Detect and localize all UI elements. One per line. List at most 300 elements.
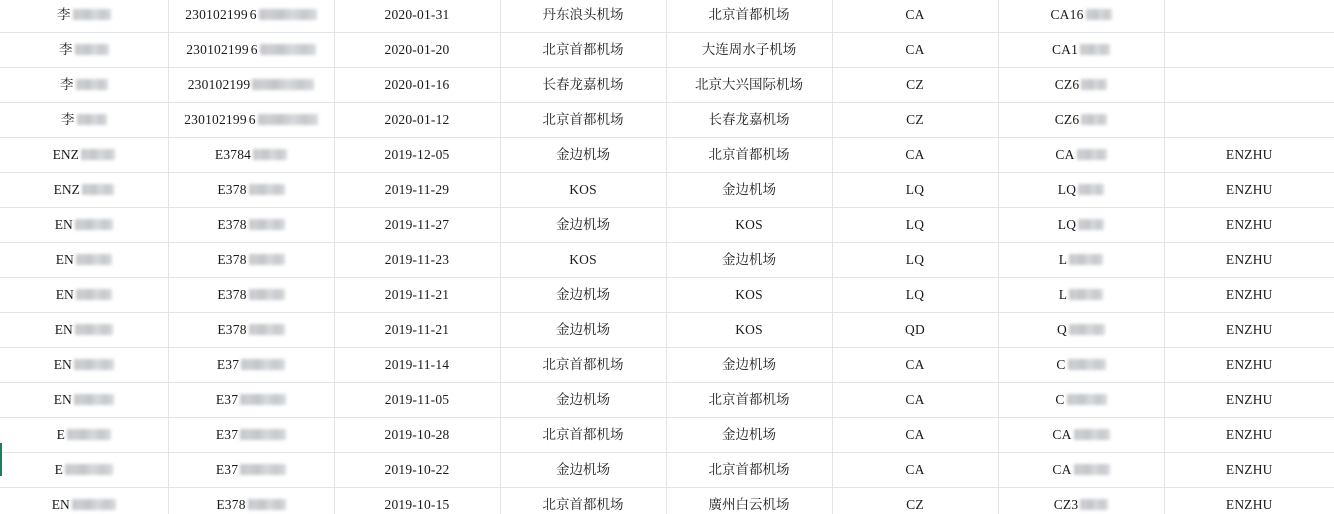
table-row[interactable] [0, 383, 1334, 418]
cell-date[interactable] [334, 348, 500, 383]
cell-flight[interactable] [998, 243, 1164, 278]
redaction-block [1078, 219, 1104, 230]
cell-name[interactable] [0, 138, 168, 173]
from-text: 金边机场 [556, 217, 610, 233]
cell-note[interactable] [1164, 33, 1334, 68]
id-text: 230102199 [187, 77, 251, 92]
carrier-text: LQ [905, 287, 925, 302]
from-text: 北京首都机场 [542, 42, 624, 58]
cell-departure-airport[interactable] [500, 243, 666, 278]
cell-carrier[interactable] [832, 103, 998, 138]
from-text: 金边机场 [556, 322, 610, 338]
date-text: 2019-11-23 [384, 252, 450, 267]
cell-arrival-airport[interactable] [666, 33, 832, 68]
name-text: 李 [61, 112, 75, 128]
name-text: 李 [60, 77, 74, 93]
cell-name[interactable] [0, 313, 168, 348]
from-text: 北京首都机场 [542, 497, 624, 513]
to-text: 北京首都机场 [708, 7, 790, 23]
cell-note[interactable] [1164, 138, 1334, 173]
redaction-block [249, 219, 285, 230]
date-text: 2019-11-05 [384, 392, 450, 407]
cell-date[interactable] [334, 488, 500, 514]
cell-departure-airport[interactable] [500, 0, 666, 33]
redaction-block [248, 499, 286, 510]
cell-carrier[interactable] [832, 383, 998, 418]
note-text: ENZHU [1225, 287, 1273, 302]
table-row[interactable] [0, 313, 1334, 348]
table-row[interactable] [0, 348, 1334, 383]
flight-text: CZ6 [1054, 77, 1080, 92]
cell-arrival-airport[interactable] [666, 383, 832, 418]
cell-arrival-airport[interactable] [666, 278, 832, 313]
flight-text: CA1 [1051, 42, 1079, 57]
redaction-block [75, 324, 113, 335]
cell-departure-airport[interactable] [500, 138, 666, 173]
cell-id[interactable] [168, 103, 334, 138]
flight-text: L [1058, 252, 1068, 267]
cell-flight[interactable] [998, 68, 1164, 103]
cell-departure-airport[interactable] [500, 208, 666, 243]
name-text: EN [51, 497, 70, 512]
cell-id[interactable] [168, 243, 334, 278]
cell-flight[interactable] [998, 453, 1164, 488]
note-text: ENZHU [1225, 427, 1273, 442]
redaction-block [75, 44, 109, 55]
cell-carrier[interactable] [832, 33, 998, 68]
cell-note[interactable] [1164, 208, 1334, 243]
carrier-text: CA [905, 42, 925, 57]
to-text: 北京首都机场 [708, 462, 790, 478]
cell-name[interactable] [0, 103, 168, 138]
from-text: 金边机场 [556, 287, 610, 303]
redaction-block [1080, 499, 1108, 510]
redaction-block [241, 359, 285, 370]
cell-date[interactable] [334, 313, 500, 348]
note-text: ENZHU [1225, 357, 1273, 372]
to-text: 金边机场 [722, 427, 776, 443]
carrier-text: LQ [905, 252, 925, 267]
redaction-block [1068, 359, 1106, 370]
table-row[interactable] [0, 453, 1334, 488]
date-text: 2019-11-21 [384, 287, 450, 302]
id-text: E378 [217, 252, 247, 267]
date-text: 2020-01-20 [384, 42, 450, 57]
cell-note[interactable] [1164, 453, 1334, 488]
cell-name[interactable] [0, 0, 168, 33]
from-text: KOS [569, 252, 597, 267]
date-text: 2019-10-15 [384, 497, 450, 512]
cell-carrier[interactable] [832, 313, 998, 348]
date-text: 2020-01-31 [384, 7, 450, 22]
id-text: E37 [216, 357, 240, 372]
cell-arrival-airport[interactable] [666, 68, 832, 103]
name-text: 李 [59, 42, 73, 58]
cell-id[interactable] [168, 208, 334, 243]
cell-name[interactable] [0, 348, 168, 383]
note-text: ENZHU [1225, 497, 1273, 512]
cell-carrier[interactable] [832, 453, 998, 488]
date-text: 2019-11-21 [384, 322, 450, 337]
date-text: 2019-10-22 [384, 462, 450, 477]
to-text: KOS [735, 287, 763, 302]
cell-flight[interactable] [998, 208, 1164, 243]
redaction-block [81, 149, 115, 160]
cell-date[interactable] [334, 173, 500, 208]
cell-flight[interactable] [998, 488, 1164, 514]
to-text: 北京大兴国际机场 [695, 77, 803, 93]
redaction-block [258, 114, 318, 125]
cell-departure-airport[interactable] [500, 313, 666, 348]
cell-flight[interactable] [998, 383, 1164, 418]
cell-arrival-airport[interactable] [666, 348, 832, 383]
from-text: 金边机场 [556, 462, 610, 478]
cell-note[interactable] [1164, 383, 1334, 418]
flight-text: CA [1052, 462, 1072, 477]
redaction-block [249, 289, 285, 300]
carrier-text: CA [905, 462, 925, 477]
cell-arrival-airport[interactable] [666, 453, 832, 488]
from-text: 金边机场 [556, 392, 610, 408]
cell-arrival-airport[interactable] [666, 418, 832, 453]
cell-date[interactable] [334, 453, 500, 488]
from-text: KOS [569, 182, 597, 197]
id-text: E37 [215, 462, 239, 477]
redaction-block [1086, 9, 1112, 20]
id-text: 230102199 [185, 7, 248, 22]
redaction-block [1067, 394, 1107, 405]
cell-name[interactable] [0, 33, 168, 68]
redaction-block [77, 114, 107, 125]
carrier-text: CA [905, 427, 925, 442]
name-text: ENZ [52, 147, 79, 162]
redaction-block [1069, 289, 1103, 300]
name-text: EN [55, 287, 74, 302]
cell-name[interactable] [0, 243, 168, 278]
cell-id[interactable] [168, 313, 334, 348]
cell-flight[interactable] [998, 138, 1164, 173]
redaction-block [65, 464, 113, 475]
name-text: E [56, 427, 65, 442]
name-text: 李 [57, 7, 71, 23]
cell-departure-airport[interactable] [500, 383, 666, 418]
redaction-block [76, 79, 108, 90]
redaction-block [249, 324, 285, 335]
cell-departure-airport[interactable] [500, 418, 666, 453]
id-text: E378 [217, 322, 247, 337]
to-text: 廣州白云机场 [708, 497, 790, 513]
redaction-block [76, 254, 112, 265]
cell-flight[interactable] [998, 418, 1164, 453]
table-row[interactable] [0, 488, 1334, 514]
cell-id[interactable] [168, 488, 334, 514]
cell-id[interactable] [168, 383, 334, 418]
name-text: E [54, 462, 63, 477]
redaction-block [249, 184, 285, 195]
cell-departure-airport[interactable] [500, 33, 666, 68]
carrier-text: CA [905, 147, 925, 162]
redaction-block [252, 79, 314, 90]
redaction-block [259, 9, 317, 20]
cell-arrival-airport[interactable] [666, 0, 832, 33]
cell-carrier[interactable] [832, 0, 998, 33]
id-text: 230102199 [186, 42, 249, 57]
cell-departure-airport[interactable] [500, 68, 666, 103]
name-text: EN [55, 252, 74, 267]
cell-note[interactable] [1164, 313, 1334, 348]
cell-note[interactable] [1164, 418, 1334, 453]
note-text: ENZHU [1225, 182, 1273, 197]
redaction-block [75, 219, 113, 230]
name-text: ENZ [53, 182, 80, 197]
id-text: E378 [217, 182, 247, 197]
flight-text: CA16 [1050, 7, 1084, 22]
table-row[interactable] [0, 278, 1334, 313]
note-text: ENZHU [1225, 147, 1273, 162]
cell-note[interactable] [1164, 348, 1334, 383]
carrier-text: CA [905, 392, 925, 407]
redaction-block [240, 394, 286, 405]
cell-carrier[interactable] [832, 208, 998, 243]
redaction-block [1077, 149, 1107, 160]
cell-name[interactable] [0, 488, 168, 514]
redaction-block [1081, 114, 1107, 125]
cell-departure-airport[interactable] [500, 103, 666, 138]
name-text: EN [53, 357, 72, 372]
cell-note[interactable] [1164, 173, 1334, 208]
redaction-block [82, 184, 114, 195]
carrier-text: CA [905, 357, 925, 372]
cell-name[interactable] [0, 173, 168, 208]
to-text: 金边机场 [722, 357, 776, 373]
redaction-block [1080, 44, 1110, 55]
cell-carrier[interactable] [832, 68, 998, 103]
cell-id[interactable] [168, 453, 334, 488]
id-suffix-text: 6 [249, 7, 257, 22]
flight-text: CZ3 [1053, 497, 1079, 512]
cell-name[interactable] [0, 453, 168, 488]
date-text: 2019-12-05 [384, 147, 450, 162]
redaction-block [73, 9, 111, 20]
id-text: 230102199 [184, 112, 247, 127]
id-text: E378 [217, 217, 247, 232]
cell-name[interactable] [0, 68, 168, 103]
id-suffix-text: 6 [248, 112, 256, 127]
cell-flight[interactable] [998, 103, 1164, 138]
from-text: 北京首都机场 [542, 357, 624, 373]
redaction-block [72, 499, 116, 510]
redaction-block [1078, 184, 1104, 195]
carrier-text: CZ [906, 77, 924, 92]
id-text: E37 [215, 427, 239, 442]
table-row[interactable] [0, 173, 1334, 208]
cell-name[interactable] [0, 278, 168, 313]
cell-arrival-airport[interactable] [666, 243, 832, 278]
cell-id[interactable] [168, 0, 334, 33]
flight-text: LQ [1057, 182, 1077, 197]
date-text: 2020-01-12 [384, 112, 450, 127]
cell-flight[interactable] [998, 348, 1164, 383]
redaction-block [74, 359, 114, 370]
from-text: 北京首都机场 [542, 427, 624, 443]
from-text: 丹东浪头机场 [542, 7, 624, 23]
cell-flight[interactable] [998, 173, 1164, 208]
redaction-block [76, 289, 112, 300]
redaction-block [253, 149, 287, 160]
table-row[interactable] [0, 243, 1334, 278]
cell-arrival-airport[interactable] [666, 208, 832, 243]
cell-date[interactable] [334, 138, 500, 173]
redaction-block [74, 394, 114, 405]
carrier-text: LQ [905, 182, 925, 197]
redaction-block [1074, 429, 1110, 440]
date-text: 2019-11-14 [384, 357, 450, 372]
cell-id[interactable] [168, 418, 334, 453]
flight-text: LQ [1057, 217, 1077, 232]
note-text: ENZHU [1225, 322, 1273, 337]
note-text: ENZHU [1225, 462, 1273, 477]
from-text: 长春龙嘉机场 [542, 77, 624, 93]
table-row[interactable] [0, 0, 1334, 33]
date-text: 2020-01-16 [384, 77, 450, 92]
cell-carrier[interactable] [832, 243, 998, 278]
cell-name[interactable] [0, 383, 168, 418]
cell-departure-airport[interactable] [500, 348, 666, 383]
redaction-block [67, 429, 111, 440]
table-row[interactable] [0, 208, 1334, 243]
table-row[interactable] [0, 68, 1334, 103]
carrier-text: LQ [905, 217, 925, 232]
redaction-block [1081, 79, 1107, 90]
cell-carrier[interactable] [832, 278, 998, 313]
flight-text: L [1058, 287, 1068, 302]
cell-id[interactable] [168, 348, 334, 383]
redaction-block [1074, 464, 1110, 475]
cell-id[interactable] [168, 33, 334, 68]
cell-arrival-airport[interactable] [666, 313, 832, 348]
redaction-block [240, 464, 286, 475]
cell-id[interactable] [168, 278, 334, 313]
id-text: E3784 [214, 147, 252, 162]
redaction-block [240, 429, 286, 440]
cell-note[interactable] [1164, 68, 1334, 103]
redaction-block [1069, 324, 1105, 335]
table-row[interactable] [0, 138, 1334, 173]
note-text: ENZHU [1225, 217, 1273, 232]
cell-date[interactable] [334, 0, 500, 33]
id-text: E378 [216, 497, 246, 512]
carrier-text: CZ [906, 497, 924, 512]
cell-arrival-airport[interactable] [666, 103, 832, 138]
cell-departure-airport[interactable] [500, 488, 666, 514]
cell-flight[interactable] [998, 313, 1164, 348]
cell-arrival-airport[interactable] [666, 488, 832, 514]
flight-text: Q [1057, 322, 1067, 337]
cell-flight[interactable] [998, 33, 1164, 68]
redaction-block [1069, 254, 1103, 265]
from-text: 金边机场 [556, 147, 610, 163]
flight-text: CA [1055, 147, 1075, 162]
to-text: 大连周水子机场 [701, 42, 797, 58]
to-text: 金边机场 [722, 252, 776, 268]
flight-text: C [1056, 357, 1066, 372]
to-text: 北京首都机场 [708, 392, 790, 408]
cell-note[interactable] [1164, 488, 1334, 514]
cell-arrival-airport[interactable] [666, 138, 832, 173]
cell-departure-airport[interactable] [500, 173, 666, 208]
flight-text: C [1055, 392, 1065, 407]
name-text: EN [53, 392, 72, 407]
cell-carrier[interactable] [832, 138, 998, 173]
cell-note[interactable] [1164, 103, 1334, 138]
id-text: E37 [215, 392, 239, 407]
flight-text: CA [1052, 427, 1072, 442]
id-text: E378 [217, 287, 247, 302]
date-text: 2019-10-28 [384, 427, 450, 442]
cell-date[interactable] [334, 383, 500, 418]
to-text: 金边机场 [722, 182, 776, 198]
table-row[interactable] [0, 103, 1334, 138]
cell-name[interactable] [0, 418, 168, 453]
cell-departure-airport[interactable] [500, 453, 666, 488]
row-selection-marker [0, 443, 2, 476]
carrier-text: CZ [906, 112, 924, 127]
cell-note[interactable] [1164, 278, 1334, 313]
cell-date[interactable] [334, 418, 500, 453]
note-text: ENZHU [1225, 392, 1273, 407]
redaction-block [260, 44, 316, 55]
cell-carrier[interactable] [832, 348, 998, 383]
date-text: 2019-11-27 [384, 217, 450, 232]
cell-date[interactable] [334, 68, 500, 103]
to-text: KOS [735, 217, 763, 232]
redaction-block [249, 254, 285, 265]
carrier-text: CA [905, 7, 925, 22]
cell-date[interactable] [334, 278, 500, 313]
to-text: 北京首都机场 [708, 147, 790, 163]
carrier-text: QD [905, 322, 925, 337]
cell-carrier[interactable] [832, 173, 998, 208]
cell-date[interactable] [334, 208, 500, 243]
to-text: KOS [735, 322, 763, 337]
table-row[interactable] [0, 418, 1334, 453]
cell-note[interactable] [1164, 243, 1334, 278]
cell-date[interactable] [334, 33, 500, 68]
cell-id[interactable] [168, 138, 334, 173]
note-text: ENZHU [1225, 252, 1273, 267]
cell-flight[interactable] [998, 0, 1164, 33]
cell-note[interactable] [1164, 0, 1334, 33]
cell-arrival-airport[interactable] [666, 173, 832, 208]
cell-departure-airport[interactable] [500, 278, 666, 313]
from-text: 北京首都机场 [542, 112, 624, 128]
cell-carrier[interactable] [832, 488, 998, 514]
date-text: 2019-11-29 [384, 182, 450, 197]
table-row[interactable] [0, 33, 1334, 68]
cell-date[interactable] [334, 103, 500, 138]
id-suffix-text: 6 [250, 42, 258, 57]
flight-text: CZ6 [1054, 112, 1080, 127]
cell-name[interactable] [0, 208, 168, 243]
cell-flight[interactable] [998, 278, 1164, 313]
name-text: EN [54, 322, 73, 337]
cell-id[interactable] [168, 68, 334, 103]
to-text: 长春龙嘉机场 [708, 112, 790, 128]
cell-date[interactable] [334, 243, 500, 278]
cell-id[interactable] [168, 173, 334, 208]
cell-carrier[interactable] [832, 418, 998, 453]
name-text: EN [54, 217, 73, 232]
